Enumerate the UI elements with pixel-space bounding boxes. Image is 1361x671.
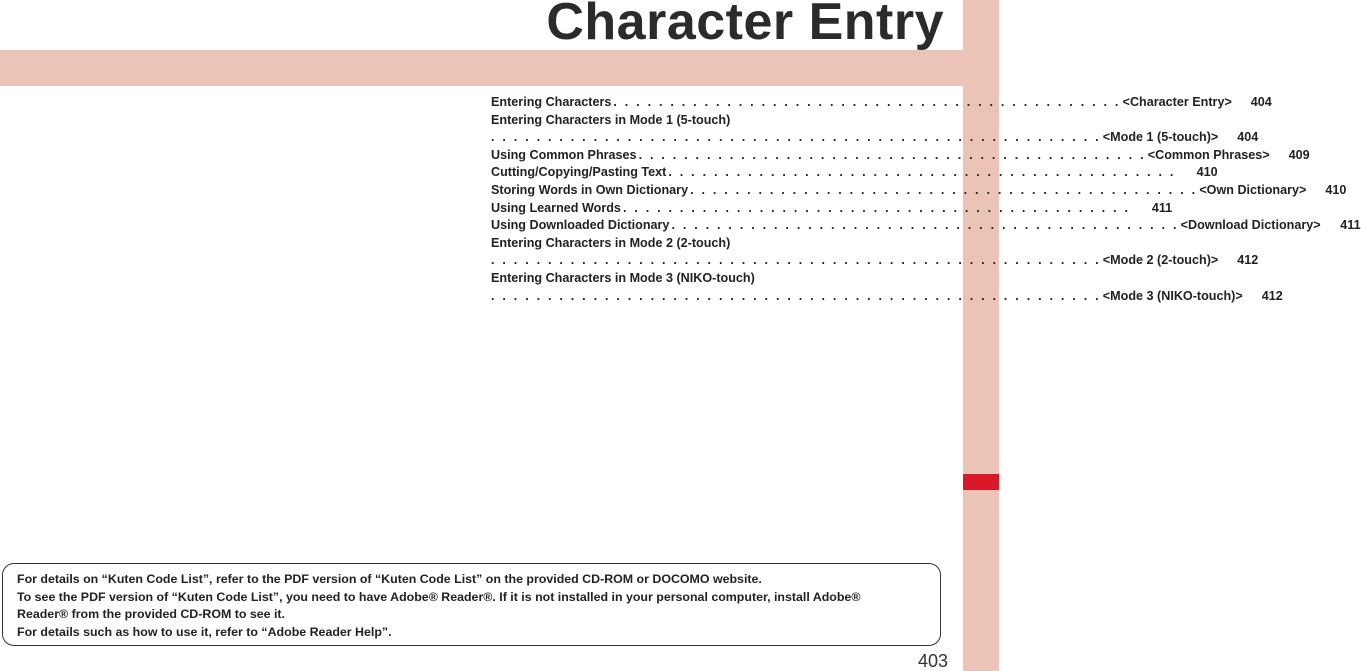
- header-band: [0, 50, 963, 86]
- toc-entry-section: <Download Dictionary>: [1180, 218, 1321, 233]
- toc-entry-title: Entering Characters: [491, 95, 612, 109]
- toc-leader: . . . . . . . . . . . . . . . . . . . . . . . . . . . . . . . . . . . . . . . . . . . . . . . . . . . . . .: [491, 253, 1101, 268]
- toc-entry-page: 411: [1340, 218, 1361, 233]
- toc-entry-own-dictionary[interactable]: [491, 182, 1347, 200]
- toc-leader: . . . . . . . . . . . . . . . . . . . . . . . . . . . . . . . . . . . . . . . . . . . . .: [668, 165, 1176, 180]
- note-line: For details such as how to use it, refer to “Adobe Reader Help”.: [17, 624, 392, 639]
- toc-leader: . . . . . . . . . . . . . . . . . . . . . . . . . . . . . . . . . . . . . . . . . . . . .: [613, 95, 1121, 109]
- toc-entry-title: Using Downloaded Dictionary: [491, 218, 670, 233]
- toc-leader: . . . . . . . . . . . . . . . . . . . . . . . . . . . . . . . . . . . . . . . . . . . . . . . . . . . . . .: [491, 288, 1101, 303]
- toc-leader: . . . . . . . . . . . . . . . . . . . . . . . . . . . . . . . . . . . . . . . . . . . . .: [671, 218, 1179, 233]
- note-line: To see the PDF version of “Kuten Code List”, you need to have Adobe® Reader®. If it is not installed in your personal computer, install Adobe®: [17, 589, 861, 604]
- toc-entry-page: 412: [1237, 253, 1259, 268]
- toc-entry-entering-characters[interactable]: [491, 94, 1272, 112]
- toc-entry-mode2[interactable]: [491, 235, 1259, 270]
- toc-entry-page: 409: [1288, 147, 1310, 162]
- page-number: 403: [918, 651, 949, 671]
- toc-entry-title: Entering Characters in Mode 2 (2-touch): [491, 235, 731, 250]
- toc-entry-section: <Mode 2 (2-touch)>: [1102, 253, 1219, 268]
- toc-entry-title: Entering Characters in Mode 3 (NIKO-touch): [491, 270, 755, 285]
- toc-entry-title: Using Learned Words: [491, 200, 621, 215]
- toc-entry-mode1[interactable]: [491, 112, 1259, 147]
- toc-entry-page: 412: [1261, 288, 1283, 303]
- toc-entry-cut-copy-paste[interactable]: [491, 164, 1218, 182]
- toc-entry-section: <Common Phrases>: [1147, 147, 1270, 162]
- note-line: Reader® from the provided CD-ROM to see it.: [17, 607, 285, 621]
- toc-entry-page: 410: [1196, 165, 1218, 180]
- table-of-contents: [491, 94, 1361, 305]
- toc-entry-section: <Character Entry>: [1122, 95, 1232, 109]
- toc-entry-learned-words[interactable]: [491, 200, 1173, 218]
- toc-entry-section: <Own Dictionary>: [1199, 182, 1307, 197]
- toc-leader: . . . . . . . . . . . . . . . . . . . . . . . . . . . . . . . . . . . . . . . . . . . . .: [622, 200, 1131, 215]
- toc-entry-mode3[interactable]: [491, 270, 1283, 305]
- toc-entry-page: 404: [1237, 130, 1259, 145]
- toc-entry-common-phrases[interactable]: [491, 147, 1310, 165]
- toc-entry-title: Cutting/Copying/Pasting Text: [491, 165, 667, 180]
- toc-entry-page: 411: [1151, 200, 1173, 215]
- toc-entry-section: <Mode 1 (5-touch)>: [1102, 130, 1219, 145]
- note-line: For details on “Kuten Code List”, refer to the PDF version of “Kuten Code List” on the provided CD-ROM or DOCOMO website.: [17, 572, 762, 586]
- page-title: Character Entry: [546, 0, 944, 51]
- toc-entry-page: 404: [1250, 95, 1272, 109]
- toc-entry-section: <Mode 3 (NIKO-touch)>: [1102, 288, 1243, 303]
- note-box: [2, 563, 941, 646]
- chapter-tab-marker: [963, 474, 999, 490]
- toc-entry-title: Entering Characters in Mode 1 (5-touch): [491, 112, 731, 127]
- toc-entry-title: Using Common Phrases: [491, 147, 637, 162]
- toc-entry-page: 410: [1325, 182, 1347, 197]
- toc-entry-downloaded-dictionary[interactable]: [491, 217, 1361, 235]
- toc-leader: . . . . . . . . . . . . . . . . . . . . . . . . . . . . . . . . . . . . . . . . . . . . .: [690, 182, 1198, 197]
- toc-entry-title: Storing Words in Own Dictionary: [491, 182, 689, 197]
- toc-leader: . . . . . . . . . . . . . . . . . . . . . . . . . . . . . . . . . . . . . . . . . . . . . . . . . . . . . .: [491, 130, 1101, 145]
- toc-leader: . . . . . . . . . . . . . . . . . . . . . . . . . . . . . . . . . . . . . . . . . . . . .: [638, 147, 1146, 162]
